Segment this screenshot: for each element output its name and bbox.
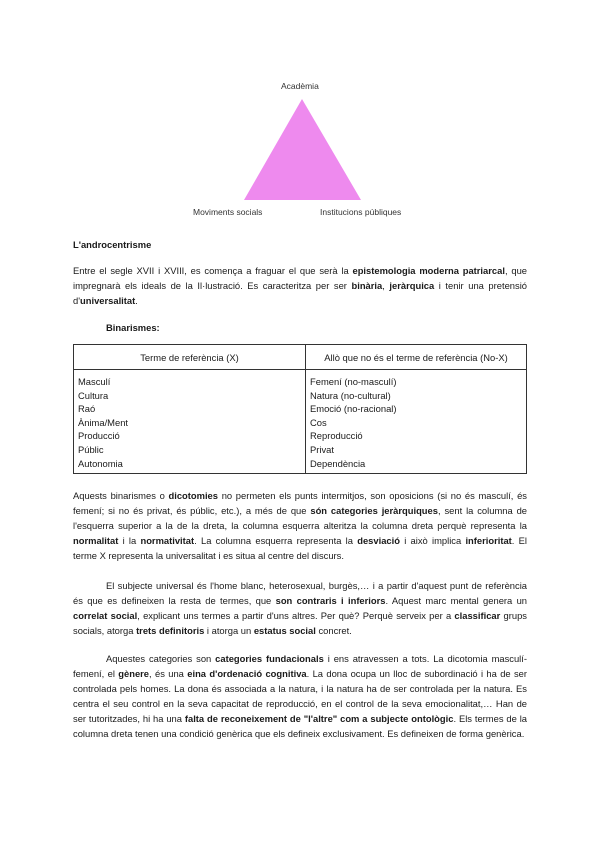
paragraph-subjecte-universal: El subjecte universal és l'home blanc, heterosexual, burgès,… i a partir d'aquest punt de referència és que es defineixen la resta de termes, que son contraris i inferiors. Aquest marc mental genera un correlat social, explicant uns termes a partir d'uns altres. Per què? Perquè serveix per a classificar grups socials, atorga trets definitoris i atorga un estatus social concret. bbox=[73, 580, 528, 636]
list-item: Masculí bbox=[78, 376, 111, 387]
table-header-x: Terme de referència (X) bbox=[74, 345, 306, 370]
label-academia: Acadèmia bbox=[281, 81, 319, 91]
paragraph-dicotomies: Aquests binarismes o dicotomies no permeten els punts intermitjos, son oposicions (si no és masculí, és femení; si no és privat, és públic, etc.), a més de que són categories jeràrquiques, sent la columna de l'esquerra superior a la de la dreta, la columna esquerra alteritza la columna dreta perquè representa la normalitat i la normativitat. La columna esquerra representa la desviació i això implica inferioritat. El terme X representa la universalitat i es situa al centre del discurs. bbox=[73, 490, 527, 561]
list-item: Cultura bbox=[78, 389, 109, 401]
list-item: Natura (no-cultural) bbox=[310, 389, 391, 401]
paragraph-intro: Entre el segle XVII i XVIII, es comença a fraguar el que serà la epistemologia moderna patriarcal, que impregnarà els ideals de la Il·lustració. Es caracteritza per ser binària, jeràrquica i tenir una pretensió d'universalitat. bbox=[73, 265, 527, 306]
paragraph-categories: Aquestes categories son categories fundacionals i ens atravessen a tots. La dicotomia masculí-femení, el gènere, és una eina d'ordenació cognitiva. La dona ocupa un lloc de subordinació i ha de ser controlada pels homes. La dona és associada a la natura, i la natura ha de ser controlada per la natura. Es centra el seu control en la seva capacitat de reproducció, en el control de la seva emocionalitat,… Han de ser tutoritzades, hi ha una falta de reconeixement de "l'altre" com a subjecte ontològic. Els termes de la columna dreta tenen una condició genèrica que els defineix exclusivament. Es defineixen de forma genèrica. bbox=[73, 653, 527, 739]
list-item: Reproducció bbox=[310, 430, 363, 442]
table-header-nox: Allò que no és el terme de referència (No-X) bbox=[306, 345, 527, 370]
subheading-binarismes: Binarismes: bbox=[106, 322, 160, 333]
list-item: Autonomia bbox=[78, 457, 123, 469]
table-header-row bbox=[74, 345, 527, 370]
list-item: Emoció (no-racional) bbox=[310, 403, 397, 415]
list-item: Dependència bbox=[310, 457, 366, 469]
pink-triangle bbox=[244, 99, 361, 200]
section-title: L'androcentrisme bbox=[73, 239, 152, 250]
table-cell-left bbox=[74, 370, 306, 474]
table-cell-right bbox=[306, 370, 527, 474]
list-item: Raó bbox=[78, 403, 96, 415]
list-item: Públic bbox=[78, 443, 104, 455]
list-item: Cos bbox=[310, 416, 327, 428]
label-moviments-socials: Moviments socials bbox=[193, 207, 263, 217]
binarisms-table bbox=[73, 344, 527, 474]
triangle-svg bbox=[0, 0, 600, 230]
label-institucions-publiques: Institucions públiques bbox=[320, 207, 402, 217]
list-item: Ànima/Ment bbox=[78, 416, 129, 428]
table-row bbox=[74, 370, 527, 474]
list-item: Producció bbox=[78, 430, 120, 442]
list-item: Privat bbox=[310, 443, 334, 455]
binarisms-table-wrap bbox=[73, 344, 527, 474]
list-item: Femení (no-masculí) bbox=[310, 376, 397, 387]
triangle-diagram bbox=[0, 0, 600, 230]
